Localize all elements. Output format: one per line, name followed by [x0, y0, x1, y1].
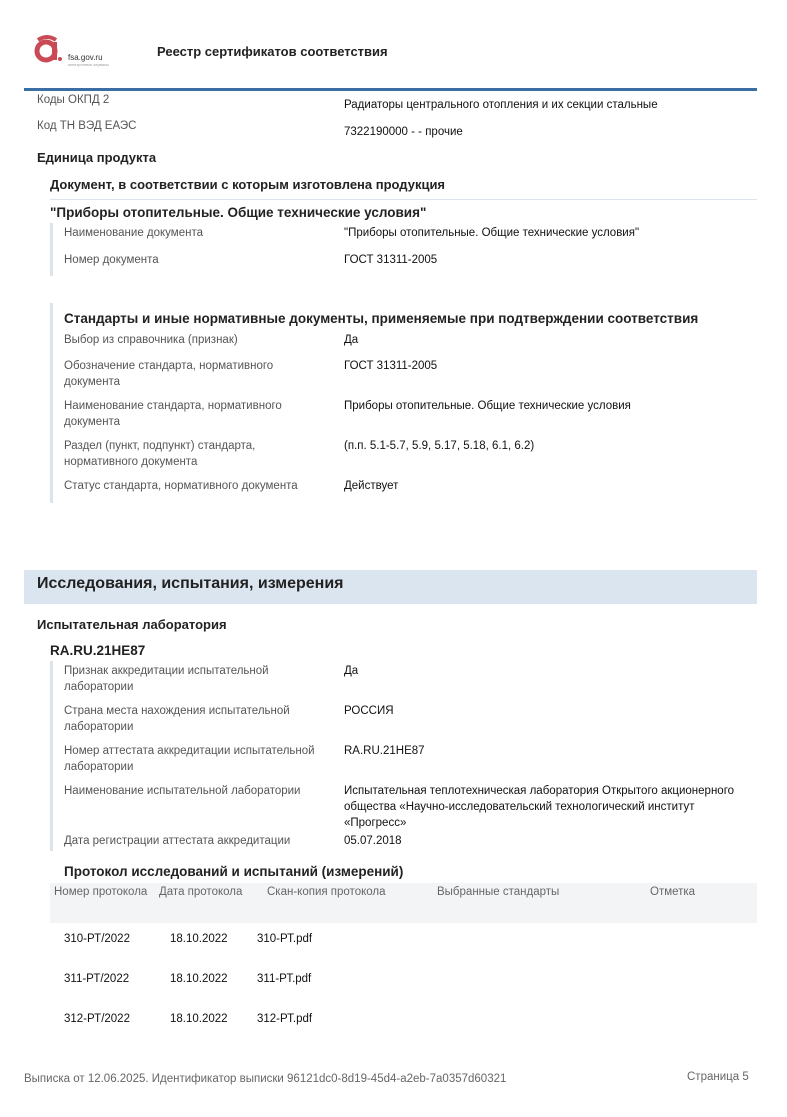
page-title: Реестр сертификатов соответствия [157, 44, 388, 59]
protocol-date: 18.10.2022 [170, 933, 228, 945]
protocol-heading: Протокол исследований и испытаний (измерений) [64, 864, 404, 879]
protocol-number: 312-РТ/2022 [64, 1013, 130, 1025]
lab-row-value: РОССИЯ [344, 705, 394, 717]
document-number-label: Номер документа [64, 254, 159, 266]
lab-row-value: Испытательная теплотехническая лаборатория Открытого акционерного общества «Научно-исследовательский технологический институт «Прогресс» [344, 785, 735, 829]
column-header: Выбранные стандарты [437, 886, 560, 898]
protocol-number: 310-РТ/2022 [64, 933, 130, 945]
lab-row-label: Признак аккредитации испытательной лаборатории [64, 665, 269, 693]
document-number-value: ГОСТ 31311-2005 [344, 254, 438, 266]
logo-text: fsa.gov.ru [68, 53, 103, 62]
protocol-number: 311-РТ/2022 [64, 973, 130, 985]
standards-row-value: Действует [344, 480, 399, 492]
protocol-scan-link[interactable]: 310-РТ.pdf [257, 933, 313, 945]
standards-row-label: Наименование стандарта, нормативного документа [64, 400, 282, 428]
manufacture-doc-heading: Документ, в соответствии с которым изготовлена продукция [50, 177, 446, 192]
research-section-title: Исследования, испытания, измерения [37, 575, 344, 592]
header-divider [24, 88, 757, 91]
column-header: Скан-копия протокола [267, 886, 386, 898]
column-header: Номер протокола [54, 886, 148, 898]
standards-row-value: ГОСТ 31311-2005 [344, 360, 438, 372]
standards-row-value: Приборы отопительные. Общие технические условия [344, 400, 631, 412]
lab-row-label: Дата регистрации аттестата аккредитации [64, 835, 291, 847]
tnved-value: 7322190000 - - прочие [344, 126, 463, 138]
okpd-value: Радиаторы центрального отопления и их секции стальные [344, 99, 658, 111]
standards-row-value: Да [344, 334, 359, 346]
lab-code: RA.RU.21HE87 [50, 643, 146, 658]
lab-row-value: 05.07.2018 [344, 835, 402, 847]
logo-subtext: электронные сервисы [68, 62, 109, 67]
protocol-scan-link[interactable]: 312-РТ.pdf [257, 1013, 313, 1025]
okpd-label: Коды ОКПД 2 [37, 94, 110, 106]
standards-block-bar [50, 303, 53, 503]
tnved-label: Код ТН ВЭД ЕАЭС [37, 120, 137, 132]
standards-row-label: Обозначение стандарта, нормативного документа [64, 360, 274, 388]
lab-row-label: Номер аттестата аккредитации испытательной лаборатории [64, 745, 315, 773]
standards-row-label: Выбор из справочника (признак) [64, 334, 238, 346]
lab-row-value: RA.RU.21HE87 [344, 745, 425, 757]
document-name-label: Наименование документа [64, 227, 203, 239]
document-title: "Приборы отопительные. Общие технические условия" [50, 205, 427, 220]
protocol-date: 18.10.2022 [170, 973, 228, 985]
document-block-bar [50, 223, 53, 276]
page-number: Страница 5 [687, 1071, 749, 1083]
fsa-logo-icon [33, 34, 63, 64]
protocol-date: 18.10.2022 [170, 1013, 228, 1025]
unit-heading: Единица продукта [37, 150, 157, 165]
lab-row-value: Да [344, 665, 359, 677]
lab-row-label: Наименование испытательной лаборатории [64, 785, 301, 797]
standards-row-value: (п.п. 5.1-5.7, 5.9, 5.17, 5.18, 6.1, 6.2) [344, 440, 535, 452]
lab-heading: Испытательная лаборатория [37, 617, 227, 632]
standards-heading: Стандарты и иные нормативные документы, применяемые при подтверждении соответствия [64, 311, 699, 326]
standards-row-label: Статус стандарта, нормативного документа [64, 480, 298, 492]
document-name-value: "Приборы отопительные. Общие технические условия" [344, 227, 640, 239]
section-divider [50, 199, 757, 200]
lab-row-label: Страна места нахождения испытательной лаборатории [64, 705, 290, 733]
standards-row-label: Раздел (пункт, подпункт) стандарта, нормативного документа [64, 440, 256, 468]
extract-footer: Выписка от 12.06.2025. Идентификатор выписки 96121dc0-8d19-45d4-a2eb-7a0357d60321 [24, 1073, 507, 1085]
lab-block-bar [50, 661, 53, 851]
column-header: Отметка [650, 886, 696, 898]
protocol-scan-link[interactable]: 311-РТ.pdf [257, 973, 312, 985]
column-header: Дата протокола [159, 886, 243, 898]
